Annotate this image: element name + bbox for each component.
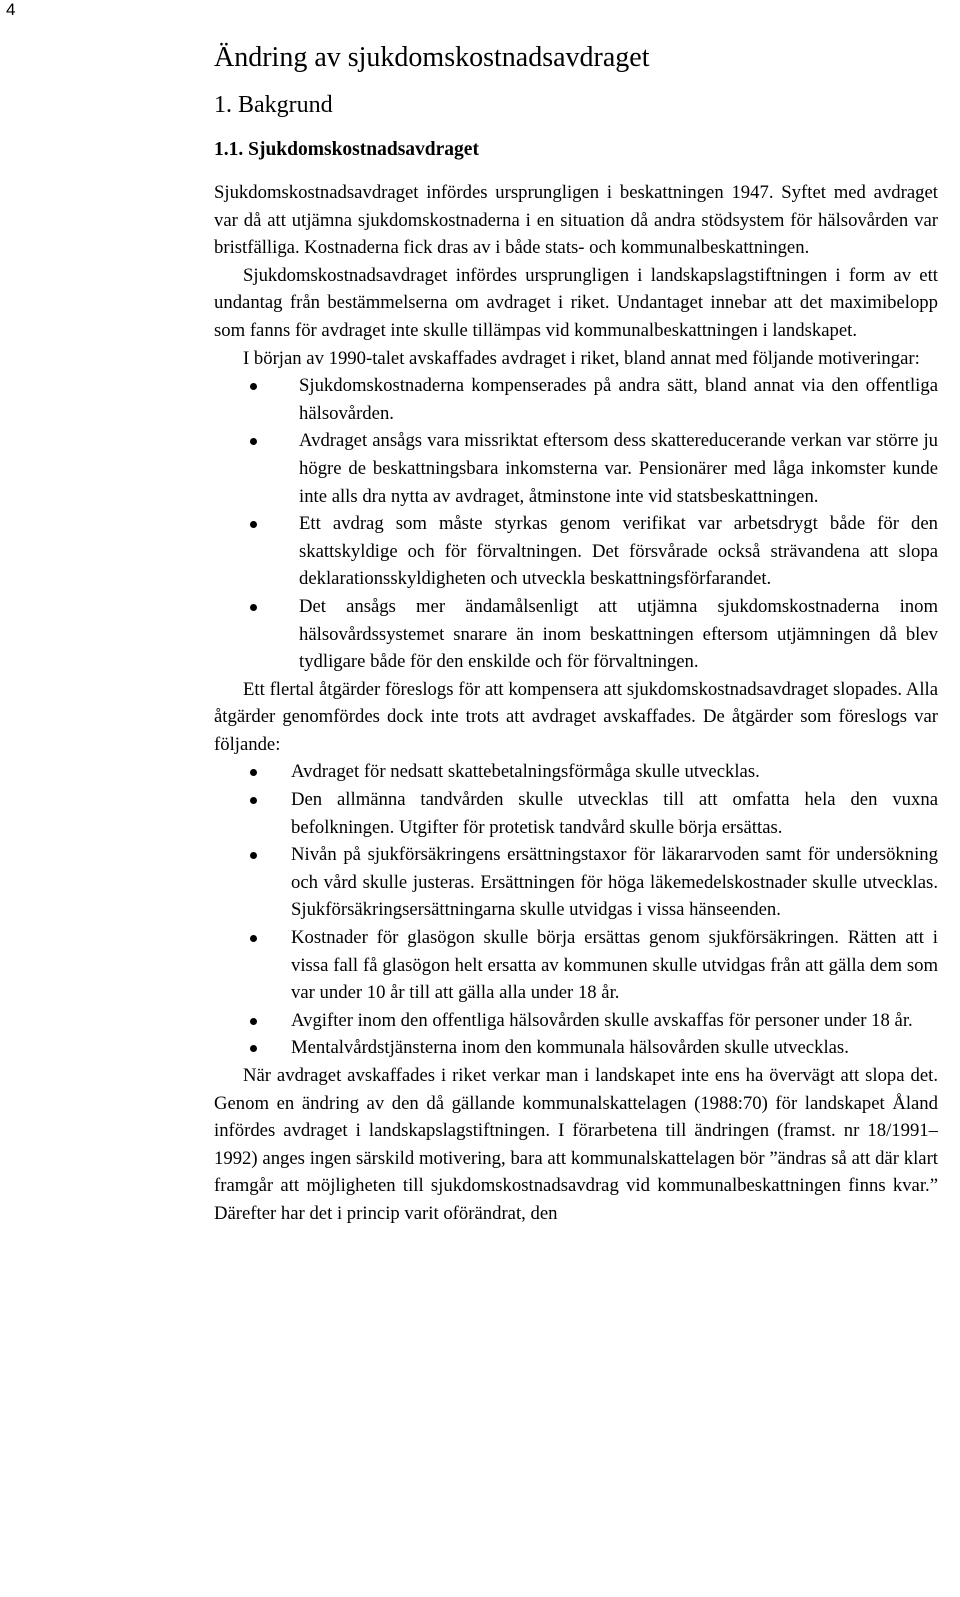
list-item-text: Den allmänna tandvården skulle utvecklas till att omfatta hela den vuxna befolkningen. Utgifter för protetisk tandvård skulle börja ersättas. xyxy=(291,789,938,838)
list-item xyxy=(214,1007,938,1035)
body-text xyxy=(214,179,938,1228)
list-item xyxy=(214,593,938,676)
list-item-text: Mentalvårdstjänsterna inom den kommunala hälsovården skulle utvecklas. xyxy=(291,1037,849,1059)
bullet-icon xyxy=(250,1034,260,1062)
list-item-text: Nivån på sjukförsäkringens ersättningstaxor för läkararvoden samt för undersökning och vård skulle justeras. Ersättningen för höga läkemedelskostnader skulle utvecklas. Sjukförsäkringsersättningarna skulle utvidgas i vissa hänseenden. xyxy=(291,844,938,921)
list-item xyxy=(214,510,938,593)
list-item-text: Avdraget för nedsatt skattebetalningsförmåga skulle utvecklas. xyxy=(291,761,760,783)
document-title: Ändring av sjukdomskostnadsavdraget xyxy=(214,42,650,73)
bullet-icon xyxy=(250,758,260,786)
list-item-text: Ett avdrag som måste styrkas genom verifikat var arbetsdrygt både för den skattskyldige och för förvaltningen. Det försvårade också strävandena att slopa deklarationsskyldigheten och utveckla beskattningsförfarandet. xyxy=(299,513,938,590)
bullet-icon xyxy=(250,1007,260,1035)
subsection-heading: 1.1. Sjukdomskostnadsavdraget xyxy=(214,139,479,160)
list-item xyxy=(214,786,938,841)
paragraph-history: Sjukdomskostnadsavdraget infördes ursprungligen i beskattningen 1947. Syftet med avdraget var då att utjämna sjukdomskostnaderna i en situation då andra stödsystem för hälsovården var bristfälliga. Kostnaderna fick dras av i både stats- och kommunalbeskattningen. xyxy=(214,182,938,259)
page-number: 4 xyxy=(6,0,16,19)
list-item xyxy=(214,924,938,1007)
bullet-icon xyxy=(250,786,260,814)
paragraph-measures: Ett flertal åtgärder föreslogs för att kompensera att sjukdomskostnadsavdraget slopades. Alla åtgärder genomfördes dock inte trots att avdraget avskaffades. De åtgärder som föreslogs var följande: xyxy=(214,678,938,755)
motivations-list xyxy=(214,372,938,676)
list-item xyxy=(214,841,938,924)
list-item-text: Det ansågs mer ändamålsenligt att utjämna sjukdomskostnaderna inom hälsovårdssystemet snarare än inom beskattningen eftersom utjämningen då blev tydligare både för den enskilde och för förvaltningen. xyxy=(299,595,938,673)
list-item xyxy=(214,372,938,427)
measures-list xyxy=(214,758,938,1062)
section-heading-bakgrund: 1. Bakgrund xyxy=(214,92,333,118)
list-item xyxy=(214,427,938,510)
paragraph-abolished: I början av 1990-talet avskaffades avdraget i riket, bland annat med följande motiveringar: xyxy=(243,347,920,369)
paragraph-landskap: Sjukdomskostnadsavdraget infördes ursprungligen i landskapslagstiftningen i form av ett undantag från bestämmelserna om avdraget i riket. Undantaget innebar att det maximibelopp som fanns för avdraget inte skulle tillämpas vid kommunalbeskattningen i landskapet. xyxy=(214,264,938,341)
bullet-icon xyxy=(250,372,260,400)
list-item-text: Avgifter inom den offentliga hälsovården skulle avskaffas för personer under 18 år. xyxy=(291,1009,913,1031)
list-item-text: Sjukdomskostnaderna kompenserades på andra sätt, bland annat via den offentliga hälsovården. xyxy=(299,375,938,424)
bullet-icon xyxy=(250,593,260,621)
list-item xyxy=(214,1034,938,1062)
bullet-icon xyxy=(250,924,260,952)
bullet-icon xyxy=(250,427,260,455)
bullet-icon xyxy=(250,841,260,869)
list-item-text: Avdraget ansågs vara missriktat eftersom dess skattereducerande verkan var större ju högre de beskattningsbara inkomsterna var. Pensionärer med låga inkomster kunde inte alls dra nytta av avdraget, åtminstone inte vid statsbeskattningen. xyxy=(299,430,938,507)
list-item-text: Kostnader för glasögon skulle börja ersättas genom sjukförsäkringen. Rätten att i vissa fall få glasögon helt ersatta av kommunen skulle utvidgas från att gälla dem som var under 10 år till att gälla alla under 18 år. xyxy=(291,927,938,1004)
bullet-icon xyxy=(250,510,260,538)
list-item xyxy=(214,758,938,786)
paragraph-aland: När avdraget avskaffades i riket verkar man i landskapet inte ens ha övervägt att slopa det. Genom en ändring av den då gällande kommunalskattelagen (1988:70) för landskapet Åland infördes avdraget i landskapslagstiftningen. I förarbetena till ändringen (framst. nr 18/1991–1992) anges ingen särskild motivering, bara att kommunalskattelagen bör ”ändras så att där klart framgår att möjligheten till sjukdomskostnadsavdrag vid kommunalbeskattningen finns kvar.” Därefter har det i princip varit oförändrat, den xyxy=(214,1065,938,1224)
